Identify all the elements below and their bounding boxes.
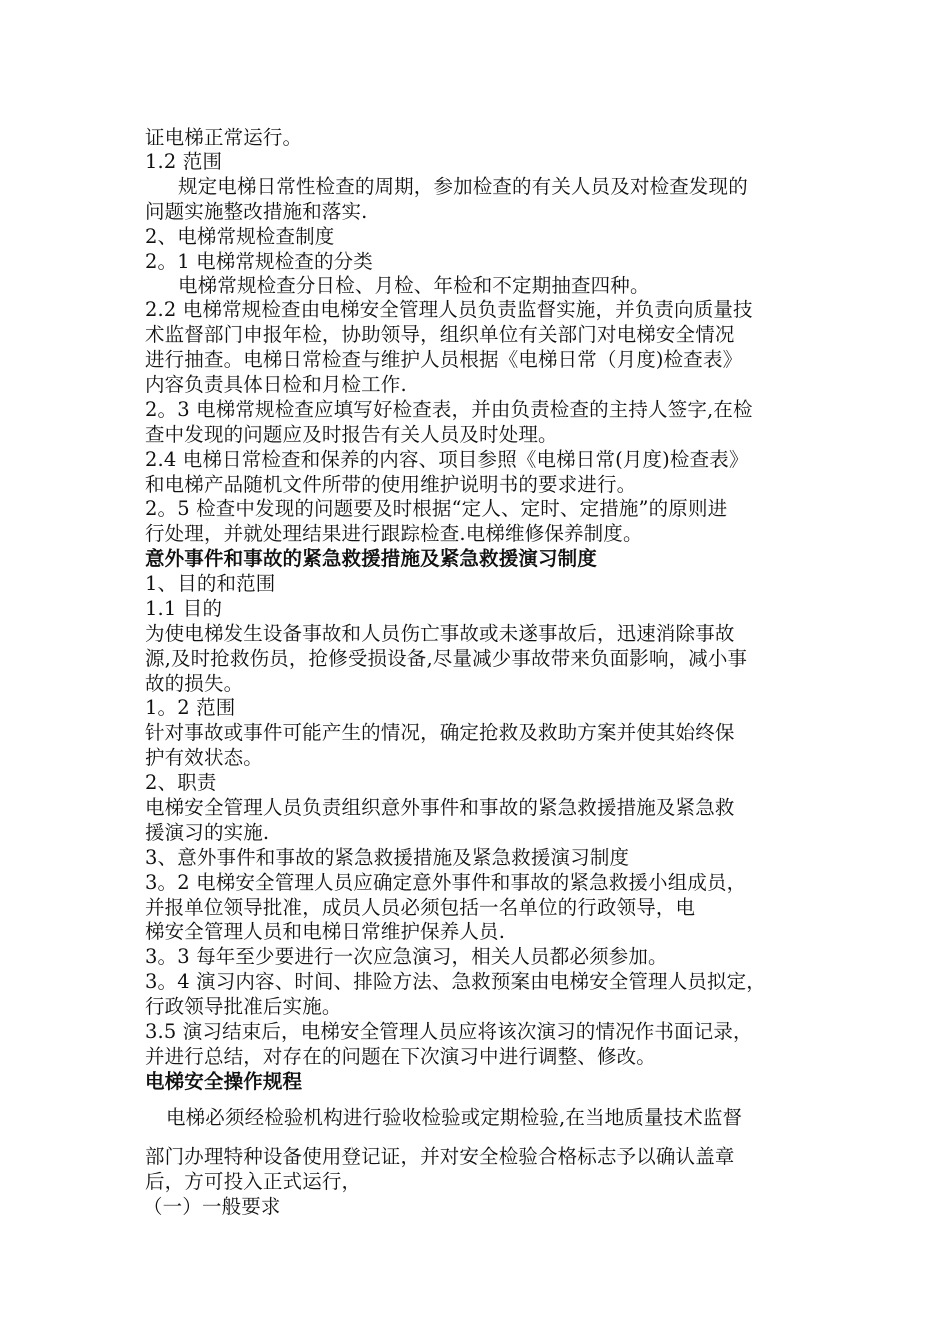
text-line: 进行抽查。电梯日常检查与维护人员根据《电梯日常（月度)检查表》 xyxy=(145,348,743,371)
section-heading: 1、目的和范围 xyxy=(145,572,276,595)
text-line: 问题实施整改措施和落实. xyxy=(145,200,368,223)
chapter-title: 意外事件和事故的紧急救援措施及紧急救援演习制度 xyxy=(145,547,597,570)
text-line: 梯安全管理人员和电梯日常维护保养人员. xyxy=(145,920,506,943)
text-line: 电梯必须经检验机构进行验收检验或定期检验,在当地质量技术监督 xyxy=(166,1106,743,1129)
section-heading: 2、职责 xyxy=(145,771,217,794)
text-line: 电梯常规检查分日检、月检、年检和不定期抽查四种。 xyxy=(178,274,650,297)
text-line: 部门办理特种设备使用登记证，并对安全检验合格标志予以确认盖章 xyxy=(145,1145,735,1168)
text-line: 2。3 电梯常规检查应填写好检查表，并由负责检查的主持人签字,在检 xyxy=(145,398,753,421)
text-line: 护有效状态。 xyxy=(145,746,263,769)
chapter-title: 电梯安全操作规程 xyxy=(145,1070,303,1093)
section-heading: 1。2 范围 xyxy=(145,696,236,719)
text-line: 并报单位领导批准，成员人员必须包括一名单位的行政领导，电 xyxy=(145,896,696,919)
text-line: 3.5 演习结束后，电梯安全管理人员应将该次演习的情况作书面记录， xyxy=(145,1020,753,1043)
text-line: 后，方可投入正式运行， xyxy=(145,1170,362,1193)
text-line: 术监督部门申报年检，协助领导，组织单位有关部门对电梯安全情况 xyxy=(145,323,735,346)
text-line: 3。4 演习内容、时间、排险方法、急救预案由电梯安全管理人员拟定， xyxy=(145,970,766,993)
text-line: 援演习的实施. xyxy=(145,821,270,844)
section-heading: （一）一般要求 xyxy=(143,1195,281,1218)
text-line: 和电梯产品随机文件所带的使用维护说明书的要求进行。 xyxy=(145,473,637,496)
section-heading: 3、意外事件和事故的紧急救援措施及紧急救援演习制度 xyxy=(145,846,630,869)
text-line: 针对事故或事件可能产生的情况，确定抢救及救助方案并使其始终保 xyxy=(145,721,735,744)
text-line: 2.2 电梯常规检查由电梯安全管理人员负责监督实施，并负责向质量技 xyxy=(145,298,753,321)
text-line: 为使电梯发生设备事故和人员伤亡事故或未遂事故后，迅速消除事故 xyxy=(145,622,735,645)
text-line: 行政领导批准后实施。 xyxy=(145,995,342,1018)
text-line: 查中发现的问题应及时报告有关人员及时处理。 xyxy=(145,423,558,446)
text-line: 内容负责具体日检和月检工作. xyxy=(145,373,407,396)
section-heading: 2、电梯常规检查制度 xyxy=(145,225,335,248)
text-line: 2.4 电梯日常检查和保养的内容、项目参照《电梯日常(月度)检查表》 xyxy=(145,448,749,471)
section-heading: 1.1 目的 xyxy=(145,597,223,620)
section-heading: 1.2 范围 xyxy=(145,150,223,173)
text-line: 源,及时抢救伤员，抢修受损设备,尽量减少事故带来负面影响，减小事 xyxy=(145,647,748,670)
text-line: 行处理，并就处理结果进行跟踪检查.电梯维修保养制度。 xyxy=(145,522,643,545)
text-line: 电梯安全管理人员负责组织意外事件和事故的紧急救援措施及紧急救 xyxy=(145,796,735,819)
text-line: 证电梯正常运行。 xyxy=(145,126,303,149)
text-line: 2。5 检查中发现的问题要及时根据“定人、定时、定措施”的原则进 xyxy=(145,497,728,520)
text-line: 故的损失。 xyxy=(145,672,244,695)
section-heading: 2。1 电梯常规检查的分类 xyxy=(145,250,373,273)
text-line: 3。3 每年至少要进行一次应急演习，相关人员都必须参加。 xyxy=(145,945,668,968)
text-line: 规定电梯日常性检查的周期，参加检查的有关人员及对检查发现的 xyxy=(178,175,748,198)
text-line: 并进行总结，对存在的问题在下次演习中进行调整、修改。 xyxy=(145,1045,656,1068)
text-line: 3。2 电梯安全管理人员应确定意外事件和事故的紧急救援小组成员， xyxy=(145,871,747,894)
